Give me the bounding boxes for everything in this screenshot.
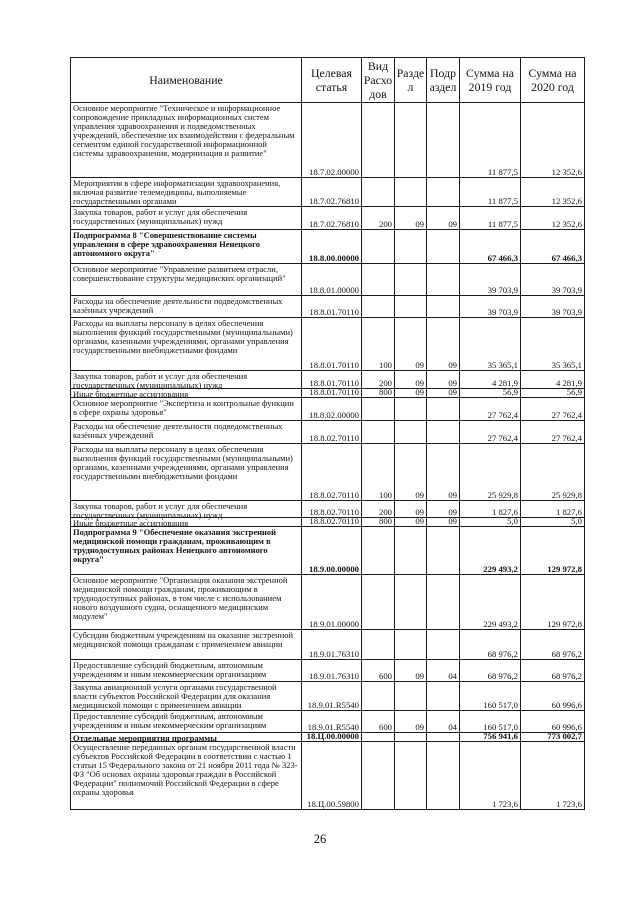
row-sum-2020-cell: 68 976,2: [521, 660, 585, 682]
row-name-cell: Подпрограмма 8 "Совершенствование системы управления в сфере здравоохранения Ненецкого автономного округа": [70, 230, 302, 264]
table-row: [70, 733, 585, 742]
row-sum-2020-cell: 129 972,8: [521, 575, 585, 630]
row-name-cell: Субсидии бюджетным учреждениям на оказание экстренной медицинской помощи гражданам с применением авиации: [70, 630, 302, 660]
row-section-cell: [395, 264, 427, 296]
row-subsection-cell: [427, 421, 460, 444]
row-target-article-cell: 18.8.02.00000: [302, 398, 362, 421]
row-section-cell: 09: [395, 318, 427, 371]
row-expense-type-cell: [362, 264, 395, 296]
row-expense-type-cell: 600: [362, 711, 395, 733]
row-subsection-cell: [427, 682, 460, 711]
row-section-cell: 09: [395, 660, 427, 682]
table-row: [70, 742, 585, 810]
row-sum-2020-cell: 39 703,9: [521, 296, 585, 318]
row-target-article-cell: 18.7.02.00000: [302, 103, 362, 178]
row-name-cell: Закупка авиационной услуги органами государственной власти субъектов Российской Федерации для оказания медицинской помощи с применением авиации: [70, 682, 302, 711]
row-name-cell: Основное мероприятие "Управление развитием отрасли, совершенствование структуры медицинских организаций": [70, 264, 302, 296]
row-target-article-cell: 18.8.02.70110: [302, 518, 362, 527]
row-sum-2019-cell: 11 877,5: [460, 178, 521, 207]
row-name-cell: Отдельные мероприятия программы: [70, 733, 302, 742]
row-target-article-cell: 18.8.00.00000: [302, 230, 362, 264]
row-target-article-cell: 18.9.01.76310: [302, 660, 362, 682]
row-subsection-cell: [427, 527, 460, 575]
row-name-cell: Закупка товаров, работ и услуг для обеспечения государственных (муниципальных) нужд: [70, 501, 302, 518]
row-target-article-cell: 18.8.01.00000: [302, 264, 362, 296]
row-sum-2019-cell: 25 929,8: [460, 444, 521, 501]
row-section-cell: 09: [395, 207, 427, 230]
row-subsection-cell: 09: [427, 207, 460, 230]
row-expense-type-cell: 200: [362, 207, 395, 230]
row-sum-2020-cell: 27 762,4: [521, 398, 585, 421]
row-target-article-cell: 18.7.02.76810: [302, 207, 362, 230]
row-section-cell: [395, 296, 427, 318]
row-subsection-cell: [427, 230, 460, 264]
row-name-cell: Основное мероприятие "Организация оказания экстренной медицинской помощи гражданам, проживающим в труднодоступных районах, в том числе с использованием нового воздушного судна, оснащенного медицинским модулем": [70, 575, 302, 630]
row-sum-2019-cell: 4 281,9: [460, 371, 521, 389]
row-target-article-cell: 18.9.01.R5540: [302, 682, 362, 711]
row-sum-2020-cell: 12 352,6: [521, 178, 585, 207]
row-target-article-cell: 18.8.02.70110: [302, 421, 362, 444]
table-row: [70, 230, 585, 264]
row-expense-type-cell: [362, 742, 395, 810]
row-expense-type-cell: 100: [362, 318, 395, 371]
row-sum-2019-cell: 27 762,4: [460, 398, 521, 421]
row-subsection-cell: 09: [427, 518, 460, 527]
row-sum-2019-cell: 56,9: [460, 389, 521, 398]
table-row: [70, 518, 585, 527]
row-section-cell: 09: [395, 711, 427, 733]
row-section-cell: [395, 733, 427, 742]
row-section-cell: 09: [395, 389, 427, 398]
row-sum-2020-cell: 39 703,9: [521, 264, 585, 296]
row-sum-2020-cell: 12 352,6: [521, 103, 585, 178]
row-sum-2020-cell: 1 723,6: [521, 742, 585, 810]
row-subsection-cell: 09: [427, 318, 460, 371]
row-expense-type-cell: [362, 733, 395, 742]
row-sum-2020-cell: 68 976,2: [521, 630, 585, 660]
row-expense-type-cell: [362, 230, 395, 264]
row-section-cell: [395, 682, 427, 711]
row-name-cell: Расходы на выплаты персоналу в целях обеспечения выполнения функций государственными (муниципальными) органами, казенными учреждениями, органами управления государственными внебюджетными фондами: [70, 318, 302, 371]
row-section-cell: 09: [395, 501, 427, 518]
row-sum-2019-cell: 27 762,4: [460, 421, 521, 444]
row-sum-2019-cell: 1 723,6: [460, 742, 521, 810]
row-target-article-cell: 18.9.01.R5540: [302, 711, 362, 733]
header-expense-type: Вид Расхо дов: [362, 57, 395, 103]
row-section-cell: [395, 421, 427, 444]
row-sum-2019-cell: 68 976,2: [460, 630, 521, 660]
table-row: [70, 444, 585, 501]
row-sum-2020-cell: 35 365,1: [521, 318, 585, 371]
table-row: [70, 207, 585, 230]
row-sum-2020-cell: 25 929,8: [521, 444, 585, 501]
row-subsection-cell: [427, 733, 460, 742]
row-sum-2020-cell: 60 996,6: [521, 711, 585, 733]
row-subsection-cell: 04: [427, 711, 460, 733]
row-expense-type-cell: [362, 398, 395, 421]
row-target-article-cell: 18.7.02.76810: [302, 178, 362, 207]
table-row: [70, 421, 585, 444]
table-row: [70, 296, 585, 318]
row-sum-2020-cell: 4 281,9: [521, 371, 585, 389]
row-section-cell: [395, 575, 427, 630]
row-sum-2020-cell: 27 762,4: [521, 421, 585, 444]
header-sum-2019: Сумма на 2019 год: [460, 57, 521, 103]
row-section-cell: [395, 527, 427, 575]
row-target-article-cell: 18.9.01.00000: [302, 575, 362, 630]
header-sum-2020: Сумма на 2020 год: [521, 57, 585, 103]
table-row: [70, 630, 585, 660]
table-row: [70, 527, 585, 575]
row-expense-type-cell: 200: [362, 501, 395, 518]
header-section: Разде л: [395, 57, 427, 103]
row-expense-type-cell: [362, 103, 395, 178]
row-subsection-cell: [427, 103, 460, 178]
row-subsection-cell: 09: [427, 371, 460, 389]
row-sum-2019-cell: 39 703,9: [460, 296, 521, 318]
table-row: [70, 575, 585, 630]
row-subsection-cell: [427, 575, 460, 630]
row-name-cell: Основное мероприятие "Техническое и информационное сопровождение прикладных информационных систем управления здравоохранения и подведомственных учреждений, обеспечение их взаимодействия с федеральным сегментом единой государственной информационной системы здравоохранения, модернизация и развитие": [70, 103, 302, 178]
row-name-cell: Иные бюджетные ассигнования: [70, 389, 302, 398]
row-sum-2019-cell: 11 877,5: [460, 207, 521, 230]
table-row: [70, 711, 585, 733]
row-name-cell: Закупка товаров, работ и услуг для обеспечения государственных (муниципальных) нужд: [70, 207, 302, 230]
row-target-article-cell: 18.Ц.00.59800: [302, 742, 362, 810]
row-section-cell: [395, 398, 427, 421]
row-sum-2019-cell: 756 941,6: [460, 733, 521, 742]
row-sum-2019-cell: 160 517,0: [460, 682, 521, 711]
row-expense-type-cell: [362, 527, 395, 575]
row-sum-2019-cell: 1 827,6: [460, 501, 521, 518]
budget-table: [70, 57, 585, 810]
row-name-cell: Иные бюджетные ассигнования: [70, 518, 302, 527]
row-expense-type-cell: 800: [362, 518, 395, 527]
row-target-article-cell: 18.8.01.70110: [302, 389, 362, 398]
row-sum-2019-cell: 39 703,9: [460, 264, 521, 296]
row-subsection-cell: [427, 398, 460, 421]
row-name-cell: Предоставление субсидий бюджетным, автономным учреждениям и иным некоммерческим организациям: [70, 711, 302, 733]
row-section-cell: [395, 742, 427, 810]
row-name-cell: Подпрограмма 9 "Обеспечение оказания экстренной медицинской помощи гражданам, проживающим в труднодоступных районах Ненецкого автономного округа": [70, 527, 302, 575]
header-subsection: Подр аздел: [427, 57, 460, 103]
row-target-article-cell: 18.8.02.70110: [302, 501, 362, 518]
row-expense-type-cell: 100: [362, 444, 395, 501]
row-expense-type-cell: 800: [362, 389, 395, 398]
row-sum-2020-cell: 773 002,7: [521, 733, 585, 742]
row-subsection-cell: 04: [427, 660, 460, 682]
table-row: [70, 389, 585, 398]
row-section-cell: [395, 230, 427, 264]
row-section-cell: 09: [395, 371, 427, 389]
row-target-article-cell: 18.8.02.70110: [302, 444, 362, 501]
row-subsection-cell: 09: [427, 444, 460, 501]
row-subsection-cell: 09: [427, 501, 460, 518]
row-expense-type-cell: [362, 630, 395, 660]
row-sum-2019-cell: 160 517,0: [460, 711, 521, 733]
table-row: [70, 660, 585, 682]
header-target-article: Целевая статья: [302, 57, 362, 103]
row-subsection-cell: [427, 742, 460, 810]
row-sum-2019-cell: 35 365,1: [460, 318, 521, 371]
row-sum-2019-cell: 68 976,2: [460, 660, 521, 682]
row-section-cell: [395, 178, 427, 207]
page-number: 26: [313, 832, 327, 846]
row-expense-type-cell: [362, 178, 395, 207]
row-subsection-cell: 09: [427, 389, 460, 398]
row-sum-2020-cell: 12 352,6: [521, 207, 585, 230]
row-sum-2020-cell: 1 827,6: [521, 501, 585, 518]
row-target-article-cell: 18.Ц.00.00000: [302, 733, 362, 742]
row-expense-type-cell: 600: [362, 660, 395, 682]
row-sum-2020-cell: 5,0: [521, 518, 585, 527]
row-target-article-cell: 18.8.01.70110: [302, 296, 362, 318]
row-target-article-cell: 18.8.01.70110: [302, 371, 362, 389]
row-expense-type-cell: [362, 296, 395, 318]
row-expense-type-cell: 200: [362, 371, 395, 389]
row-sum-2020-cell: 129 972,8: [521, 527, 585, 575]
row-subsection-cell: [427, 264, 460, 296]
table-row: [70, 103, 585, 178]
row-subsection-cell: [427, 178, 460, 207]
row-sum-2020-cell: 67 466,3: [521, 230, 585, 264]
table-row: [70, 264, 585, 296]
row-section-cell: 09: [395, 518, 427, 527]
row-expense-type-cell: [362, 421, 395, 444]
row-expense-type-cell: [362, 682, 395, 711]
row-name-cell: Закупка товаров, работ и услуг для обеспечения государственных (муниципальных) нужд: [70, 371, 302, 389]
table-row: [70, 682, 585, 711]
row-target-article-cell: 18.9.01.76310: [302, 630, 362, 660]
row-sum-2019-cell: 11 877,5: [460, 103, 521, 178]
row-name-cell: Расходы на выплаты персоналу в целях обеспечения выполнения функций государственными (муниципальными) органами, казенными учреждениями, органами управления государственными внебюджетными фондами: [70, 444, 302, 501]
row-sum-2020-cell: 60 996,6: [521, 682, 585, 711]
table-row: [70, 178, 585, 207]
row-subsection-cell: [427, 296, 460, 318]
row-sum-2019-cell: 67 466,3: [460, 230, 521, 264]
row-name-cell: Расходы на обеспечение деятельности подведомственных казённых учреждений: [70, 296, 302, 318]
row-name-cell: Предоставление субсидий бюджетным, автономным учреждениям и иным некоммерческим организациям: [70, 660, 302, 682]
row-target-article-cell: 18.8.01.70110: [302, 318, 362, 371]
row-name-cell: Осуществление переданных органам государственной власти субъектов Российской Федерации в соответствии с частью 1 статьи 15 Федерального закона от 21 ноября 2011 года № 323- ФЗ "Об основах охраны здоровья граждан в Российской Федерации" полномочий Российской Федерации в сфере охраны здоровья: [70, 742, 302, 810]
table-row: [70, 398, 585, 421]
row-section-cell: 09: [395, 444, 427, 501]
row-name-cell: Мероприятия в сфере информатизации здравоохранения, включая развитие телемедицины, выполняемые государственными органами: [70, 178, 302, 207]
row-section-cell: [395, 103, 427, 178]
header-name: Наименование: [70, 57, 302, 103]
row-sum-2019-cell: 5,0: [460, 518, 521, 527]
row-target-article-cell: 18.9.00.00000: [302, 527, 362, 575]
row-subsection-cell: [427, 630, 460, 660]
table-row: [70, 318, 585, 371]
row-sum-2020-cell: 56,9: [521, 389, 585, 398]
row-sum-2019-cell: 229 493,2: [460, 575, 521, 630]
row-sum-2019-cell: 229 493,2: [460, 527, 521, 575]
table-header-row: [70, 57, 585, 103]
row-section-cell: [395, 630, 427, 660]
row-name-cell: Основное мероприятие "Экспертиза и контрольные функции в сфере охраны здоровья": [70, 398, 302, 421]
row-name-cell: Расходы на обеспечение деятельности подведомственных казённых учреждений: [70, 421, 302, 444]
row-expense-type-cell: [362, 575, 395, 630]
